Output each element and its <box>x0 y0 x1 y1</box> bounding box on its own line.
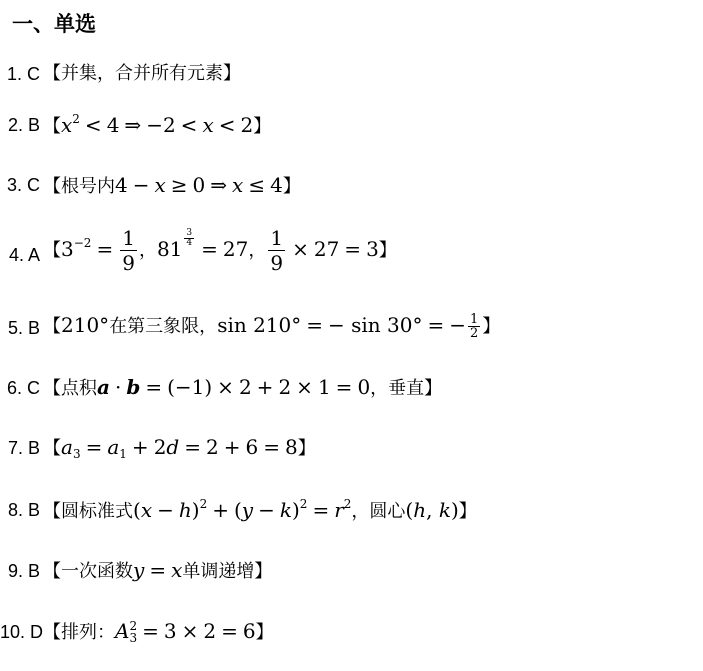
section-title: 一、单选 <box>12 12 96 36</box>
item-number: 4. A <box>8 245 40 265</box>
item-number: 1. C <box>6 64 40 84</box>
item-number: 9. B <box>7 561 40 581</box>
item-number: 5. B <box>7 318 40 338</box>
item-number: 6. C <box>6 378 40 398</box>
item-number: 8. B <box>7 500 40 520</box>
item-explanation: 【排列：A 2 3 = 3 × 2 = 6】 <box>43 619 274 645</box>
item-number: 2. B <box>7 115 40 135</box>
item-number: 10. D <box>0 622 44 642</box>
item-explanation: 【圆标准式$(x - h)^2 + (y - k)^2 = r^2$，圆心(h, k)】 <box>43 497 477 522</box>
item-explanation: 【根号内4 − x ≥ 0 ⇒ x ≤ 4】 <box>43 173 301 197</box>
item-explanation: 【210°在第三象限，sin 210° = − sin 30° = − $\frac{1}{2}$ 】 <box>43 312 501 341</box>
item-explanation: 【$a_3 = a_1 + 2d = 2 + 6 = 8$】 <box>43 435 316 461</box>
item-explanation: 【$x^2 < 4$ ⇒ −2 < x < 2】 <box>43 112 272 137</box>
item-explanation: 【一次函数y = x单调递增】 <box>43 558 273 582</box>
item-explanation: 【点积a · b = (−1) × 2 + 2 × 1 = 0，垂直】 <box>43 375 443 399</box>
item-explanation: 【$3^{-2}$ = $\frac{1}{9}$ ，81 $\frac{3}{4}$ = 27， $\frac{1}{9}$ × 27 = 3】 <box>43 226 397 275</box>
item-explanation: 【并集，合并所有元素】 <box>43 63 241 84</box>
item-number: 3. C <box>6 175 40 195</box>
item-number: 7. B <box>7 438 40 458</box>
